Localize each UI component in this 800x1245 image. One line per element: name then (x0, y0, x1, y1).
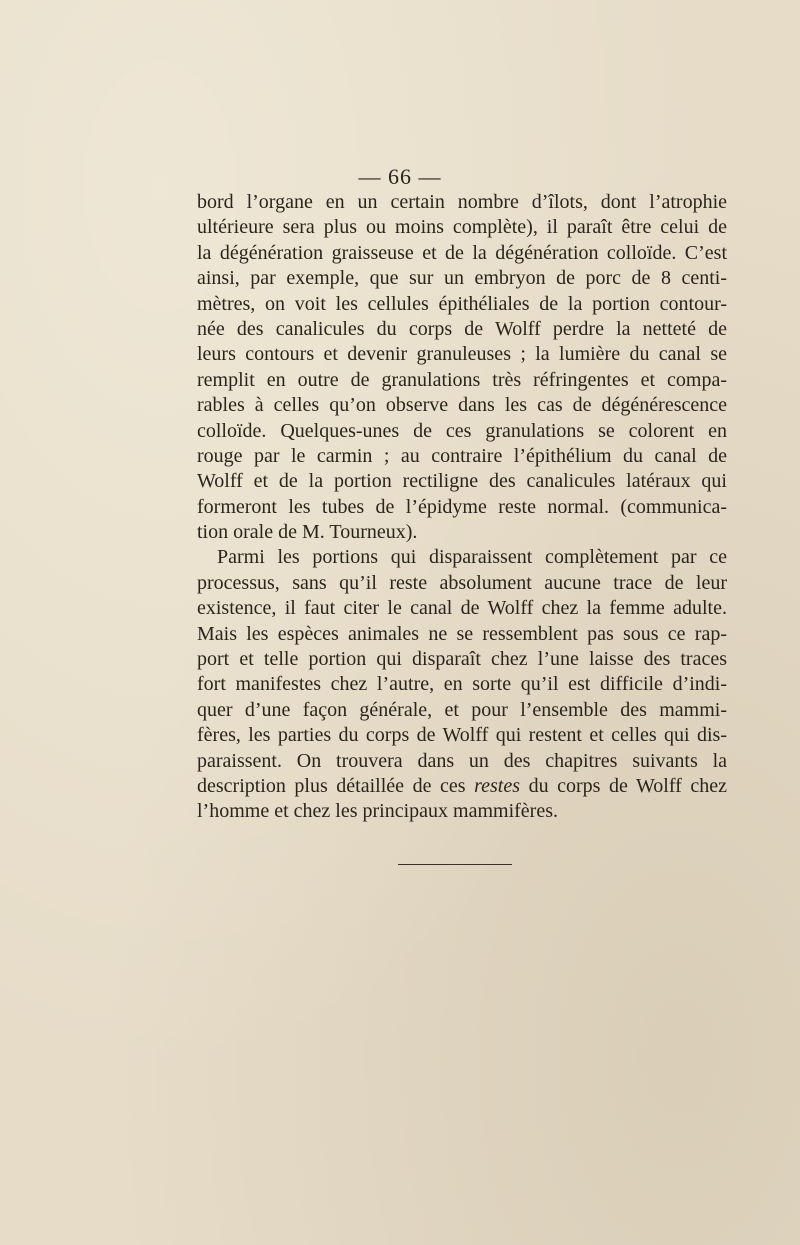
text-line: paraissent. On trouvera dans un des chapitres suivants la (197, 749, 727, 772)
text-line: colloïde. Quelques-unes de ces granulations se colorent en (197, 419, 727, 442)
text-line: tion orale de M. Tourneux). (197, 521, 418, 544)
text-segment: description plus détaillée de ces (197, 774, 466, 797)
text-line: bord l’organe en un certain nombre d’îlots, dont l’atrophie (197, 191, 727, 213)
text-line: rouge par le carmin ; au contraire l’épithélium du canal de (197, 444, 727, 467)
text-line: formeront les tubes de l’épidyme reste normal. (communica- (197, 495, 727, 518)
text-line: leurs contours et devenir granuleuses ; la lumière du canal se (197, 343, 727, 366)
section-rule (398, 864, 512, 865)
text-line: mètres, on voit les cellules épithéliales de la portion contour- (197, 292, 727, 315)
text-line: port et telle portion qui disparaît chez l’une laisse des traces (197, 648, 727, 671)
text-line: la dégénération graisseuse et de la dégénération colloïde. C’est (197, 241, 727, 264)
text-line: ainsi, par exemple, que sur un embryon de porc de 8 centi- (197, 267, 727, 290)
text-line: ultérieure sera plus ou moins complète), il paraît être celui de (197, 216, 727, 239)
text-line: rables à celles qu’on observe dans les cas de dégénérescence (197, 394, 727, 417)
text-segment: du corps de Wolff chez (528, 774, 728, 797)
text-line: quer d’une façon générale, et pour l’ensemble des mammi- (197, 698, 727, 721)
text-line: remplit en outre de granulations très réfringentes et compa- (197, 368, 727, 391)
text-line (197, 774, 727, 799)
text-line: fères, les parties du corps de Wolff qui restent et celles qui dis- (197, 724, 727, 747)
text-line: Mais les espèces animales ne se ressemblent pas sous ce rap- (197, 622, 727, 645)
text-line: processus, sans qu’il reste absolument aucune trace de leur (197, 571, 727, 594)
text-line: l’homme et chez les principaux mammifères. (197, 800, 558, 823)
page-number: — 66 — (358, 164, 442, 189)
text-line: fort manifestes chez l’autre, en sorte qu’il est difficile d’indi- (197, 673, 727, 696)
text-line: Wolff et de la portion rectiligne des canalicules latéraux qui (197, 470, 727, 493)
body-text (197, 190, 727, 825)
italic-word: restes (474, 774, 521, 797)
text-line: Parmi les portions qui disparaissent complètement par ce (217, 546, 727, 569)
text-line: née des canalicules du corps de Wolff perdre la netteté de (197, 317, 727, 340)
text-line: existence, il faut citer le canal de Wolff chez la femme adulte. (197, 597, 727, 620)
